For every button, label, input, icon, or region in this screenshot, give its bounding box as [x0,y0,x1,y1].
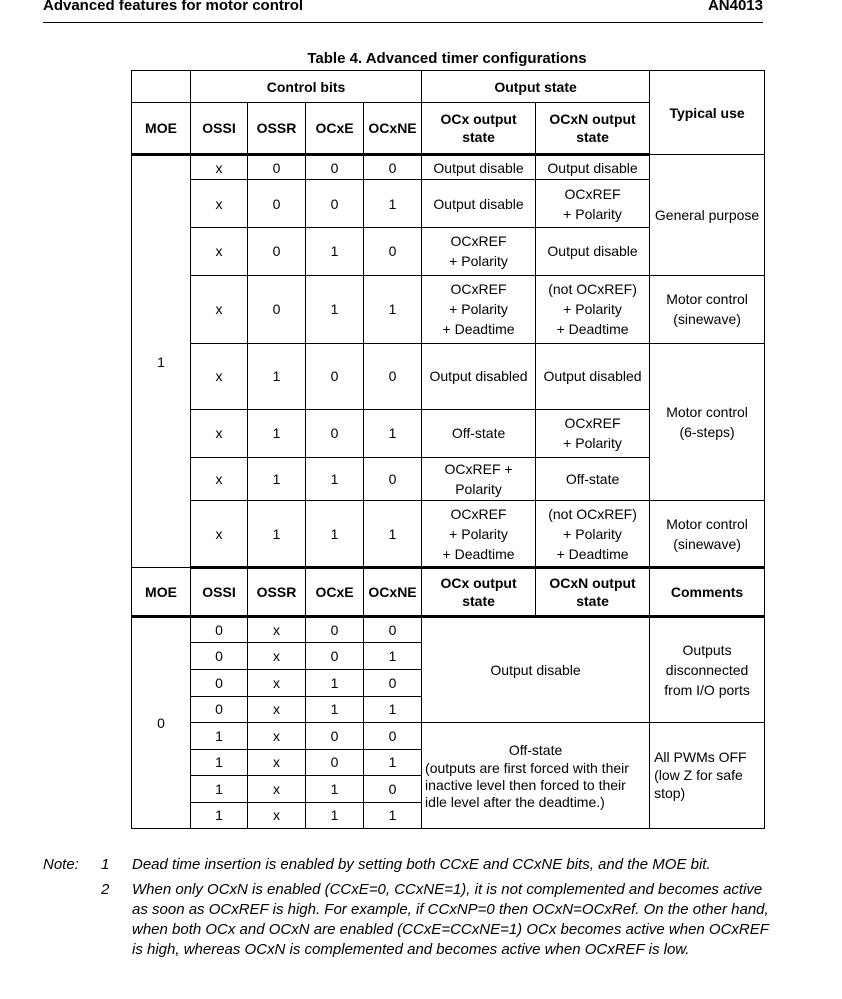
ocxe-cell: 0 [306,155,364,180]
header-ocxe: OCxE [306,103,364,155]
typical-use-cell: General purpose [650,155,765,275]
ossi-cell: 1 [191,749,248,775]
ossr-cell: x [248,696,306,722]
ocxe-cell: 1 [306,775,364,802]
ossr-cell: 1 [248,457,306,500]
ocx-state-cell: Output disable [422,180,536,228]
ossi-cell: x [191,180,248,228]
ossi-cell: x [191,343,248,409]
ocx-state-cell: Off-state [422,409,536,457]
ocxne-cell: 0 [364,457,422,500]
ossr-cell: x [248,669,306,696]
ocxne-cell: 1 [364,180,422,228]
ocx-state-cell: OCxREF + Polarity [422,457,536,500]
ossr-cell: x [248,775,306,802]
comment-cell: All PWMs OFF (low Z for safe stop) [650,722,765,828]
ocxe-cell: 1 [306,275,364,343]
ossr-cell: 1 [248,409,306,457]
ossi-cell: x [191,457,248,500]
ocx-state-cell: OCxREF + Polarity [422,228,536,275]
ossi-cell: 0 [191,669,248,696]
ossi-cell: x [191,155,248,180]
ocxne-cell: 1 [364,696,422,722]
ocxn-state-cell: Off-state [536,457,650,500]
ocxe-cell: 0 [306,617,364,643]
ocxne-cell: 1 [364,802,422,828]
ossr-cell: x [248,722,306,749]
ossr-cell: 0 [248,228,306,275]
table-row [132,343,765,409]
ocxne-cell: 0 [364,155,422,180]
output-disable-cell: Output disable [422,617,650,722]
ossr-cell: x [248,749,306,775]
header-control-bits: Control bits [191,71,422,103]
moe-value-cell: 0 [132,617,191,829]
ossr-cell: 0 [248,155,306,180]
ocxe-cell: 0 [306,722,364,749]
table-row [132,722,765,749]
ocxne-cell: 1 [364,643,422,669]
header-ocxne: OCxNE [364,103,422,155]
header-doc-id: AN4013 [707,0,763,14]
header-ossi: OSSI [191,103,248,155]
ocxne-cell: 0 [364,722,422,749]
ossi-cell: 1 [191,802,248,828]
off-state-description: (outputs are first forced with their inactive level then forced to their idle level after the deadtime.) [425,759,629,810]
header-ossr: OSSR [248,103,306,155]
ocxne-cell: 0 [364,617,422,643]
ocxne-cell: 1 [364,749,422,775]
ossr-cell: 1 [248,343,306,409]
ocxe-cell: 0 [306,180,364,228]
ocxe-cell: 1 [306,228,364,275]
moe-value-cell: 1 [132,155,191,568]
header-blank-cell [132,71,191,103]
table-row [132,155,765,180]
header-ossi: OSSI [191,568,248,617]
header-output-state: Output state [422,71,650,103]
header-ocx-output-state: OCx output state [422,103,536,155]
ocxe-cell: 0 [306,343,364,409]
ossi-cell: x [191,275,248,343]
ocxe-cell: 1 [306,457,364,500]
header-moe: MOE [132,568,191,617]
table-row [132,275,765,343]
ocxn-state-cell: (not OCxREF) + Polarity + Deadtime [536,275,650,343]
header-section-title: Advanced features for motor control [43,0,304,14]
ocxne-cell: 0 [364,228,422,275]
ossi-cell: 0 [191,617,248,643]
table-row [132,617,765,643]
ocxe-cell: 0 [306,749,364,775]
ocxne-cell: 1 [364,501,422,568]
ocx-state-cell: Output disabled [422,343,536,409]
header-ocxn-output-state: OCxN output state [536,568,650,617]
ocxe-cell: 1 [306,696,364,722]
ocxn-state-cell: OCxREF + Polarity [536,180,650,228]
ossr-cell: x [248,643,306,669]
header-ocx-output-state: OCx output state [422,568,536,617]
header-moe: MOE [132,103,191,155]
header-columns-row-2 [132,568,765,617]
advanced-timer-table [131,70,765,829]
typical-use-cell: Motor control (6-steps) [650,343,765,500]
ocx-state-cell: Output disable [422,155,536,180]
table-row [132,501,765,568]
typical-use-cell: Motor control (sinewave) [650,501,765,568]
header-ossr: OSSR [248,568,306,617]
ocx-state-cell: OCxREF + Polarity + Deadtime [422,275,536,343]
ossi-cell: 1 [191,775,248,802]
ossi-cell: 0 [191,643,248,669]
note-text-2: When only OCxN is enabled (CCxE=0, CCxNE=1), it is not complemented and becomes active as soon as OCxREF is high. For example, if CCxNP=0 then OCxN=OCxRef. On the other hand, when both OCx and OCxN are enabled (CCxE=CCxNE=1) OCx becomes active when OCxREF is high, whereas OCxN is complemented and becomes active when OCxREF is low. [132,881,769,958]
ocxe-cell: 1 [306,501,364,568]
ossr-cell: 0 [248,180,306,228]
note-number-2: 2 [101,881,110,898]
header-ocxne: OCxNE [364,568,422,617]
header-typical-use: Typical use [650,71,765,155]
header-ocxn-output-state: OCxN output state [536,103,650,155]
ocxn-state-cell: Output disable [536,155,650,180]
header-ocxe: OCxE [306,568,364,617]
off-state-cell [422,722,650,828]
ossr-cell: 0 [248,275,306,343]
ocxe-cell: 1 [306,802,364,828]
typical-use-cell: Motor control (sinewave) [650,275,765,343]
note-text-1: Dead time insertion is enabled by setting both CCxE and CCxNE bits, and the MOE bit. [132,856,711,873]
ocxne-cell: 0 [364,775,422,802]
ossr-cell: x [248,617,306,643]
header-comments: Comments [650,568,765,617]
ossi-cell: x [191,409,248,457]
ocxne-cell: 0 [364,669,422,696]
ocxn-state-cell: (not OCxREF) + Polarity + Deadtime [536,501,650,568]
table-caption: Table 4. Advanced timer configurations [307,50,587,67]
ossi-cell: 0 [191,696,248,722]
ocxn-state-cell: OCxREF + Polarity [536,409,650,457]
note-number-1: 1 [101,856,110,873]
ocxne-cell: 0 [364,343,422,409]
ocxe-cell: 1 [306,669,364,696]
ocxne-cell: 1 [364,409,422,457]
ossi-cell: 1 [191,722,248,749]
ossi-cell: x [191,501,248,568]
page-header [43,0,763,23]
comment-cell: Outputs disconnected from I/O ports [650,617,765,722]
ossr-cell: x [248,802,306,828]
ocxn-state-cell: Output disable [536,228,650,275]
ocxn-state-cell: Output disabled [536,343,650,409]
note-label: Note: [43,856,79,873]
ocxe-cell: 0 [306,409,364,457]
ocxne-cell: 1 [364,275,422,343]
ocx-state-cell: OCxREF + Polarity + Deadtime [422,501,536,568]
header-group-row [132,71,765,103]
ossi-cell: x [191,228,248,275]
ossr-cell: 1 [248,501,306,568]
ocxe-cell: 0 [306,643,364,669]
off-state-title: Off-state [508,741,563,758]
